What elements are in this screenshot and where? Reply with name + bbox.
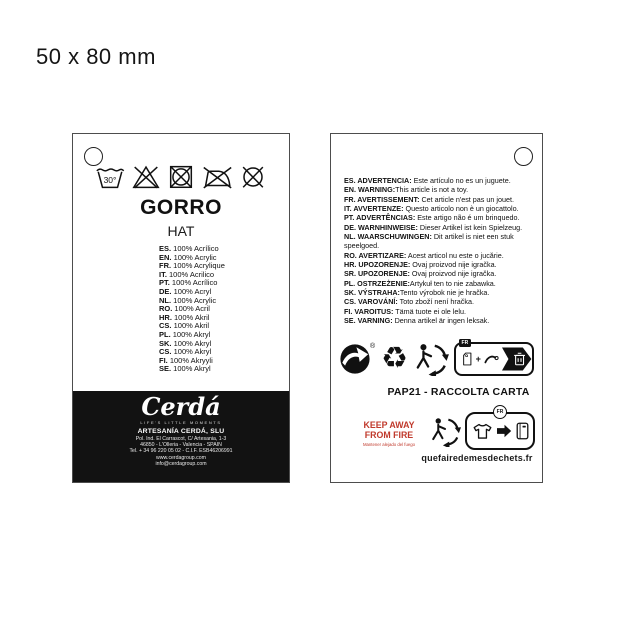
fire-warning — [351, 420, 427, 447]
composition-line: HR. 100% Akril — [159, 312, 210, 322]
do-not-tumble-dry-icon — [166, 163, 196, 190]
warning-line: HR. UPOZORENJE: Ovaj proizvod nije igračka. — [344, 260, 497, 270]
product-name-translation: HAT — [167, 223, 195, 239]
product-name: GORRO — [140, 196, 222, 219]
care-symbols-row — [73, 163, 289, 190]
triman-icon — [429, 416, 461, 447]
warning-line: ES. ADVERTENCIA: Este artículo no es un juguete. — [344, 176, 511, 185]
warning-line: SK. VÝSTRAHA:Tento výrobok nie je hračka. — [344, 288, 490, 298]
address-line: info@cerdagroup.com — [155, 460, 207, 467]
fire-warning-subtext: Mantener alejado del fuego — [362, 441, 416, 447]
address-line: 46850 - L'Olleria - Valencia - SPAIN — [140, 442, 222, 449]
composition-line: SK. 100% Akryl — [159, 338, 212, 348]
brand-tagline: LIFE'S LITTLE MOMENTS — [140, 420, 222, 425]
address-line: Pol. Ind. El Carrascot, C/ Artesania, 1-3 — [135, 436, 227, 442]
composition-line: RO. 100% Acril — [159, 304, 210, 314]
warning-line: FR. AVERTISSEMENT: Cet article n'est pas un jouet. — [344, 194, 514, 204]
company-name: ARTESANÍA CERDÁ, SLU — [137, 428, 225, 435]
composition-line: NL. 100% Acrylic — [159, 295, 217, 305]
warning-line: SR. UPOZORENJE: Ovaj proizvod nije igračka. — [344, 269, 497, 279]
brand-footer — [73, 391, 289, 482]
recycling-icons-row — [331, 339, 542, 376]
warning-line: CS. VAROVÁNÍ: Toto zboží není hračka. — [344, 297, 474, 307]
warning-line: RO. AVERTIZARE: Acest articol nu este o jucărie. — [344, 250, 504, 260]
front-tag — [72, 133, 290, 483]
composition-line: EN. 100% Acrylic — [159, 252, 217, 262]
cord-icon — [484, 351, 499, 367]
plus-sign: + — [475, 354, 481, 364]
cerda-logo: Cerdá — [141, 392, 221, 421]
warning-line: PT. ADVERTÊNCIAS: Este artigo não é um brinquedo. — [344, 213, 520, 223]
composition-line: PL. 100% Akryl — [159, 329, 211, 339]
do-not-dry-clean-icon — [238, 163, 268, 190]
svg-text:30°: 30° — [103, 175, 117, 186]
composition-line: SE. 100% Akryl — [159, 364, 211, 374]
composition-list — [159, 245, 225, 374]
back-tag — [330, 133, 543, 483]
warning-line: DE. WARNHINWEISE: Dieser Artikel ist kein Spielzeug. — [344, 222, 523, 232]
warning-line: EN. WARNING:This article is not a toy. — [344, 185, 469, 195]
do-not-iron-icon — [200, 163, 234, 190]
fire-warning-line2: FROM FIRE — [364, 430, 414, 440]
recycle-mobius-icon: ♻ — [381, 341, 409, 376]
fire-warning-line1: KEEP AWAY — [363, 420, 415, 430]
tshirt-icon — [472, 422, 493, 441]
composition-line: CS. 100% Akril — [159, 321, 210, 331]
waste-info-website: quefairedemesdechets.fr — [421, 453, 533, 463]
fr-tab-badge: FR — [459, 339, 471, 347]
composition-line: FR. 100% Acrylique — [159, 261, 225, 271]
warning-line: IT. AVVERTENZE: Questo articolo non è un giocattolo. — [344, 204, 519, 214]
composition-line: IT. 100% Acrilico — [159, 269, 215, 279]
arrow-right-icon — [497, 424, 512, 438]
hang-tag-icon — [462, 349, 473, 369]
composition-line: PT. 100% Acrílico — [159, 278, 218, 288]
do-not-bleach-icon — [130, 163, 162, 190]
warning-line: FI. VAROITUS: Tämä tuote ei ole lelu. — [344, 306, 466, 316]
address-line: www.cerdagroup.com — [156, 454, 206, 461]
punch-hole — [514, 147, 533, 166]
address-line: Tel. + 34 96 220 05 02 - C.I.F. ESB46206991 — [129, 448, 233, 455]
warning-line: PL. OSTRZEŻENIE:Artykuł ten to nie zabawka. — [344, 278, 496, 288]
warning-line: SE. VARNING: Denna artikel är ingen leksak. — [344, 316, 490, 326]
composition-line: DE. 100% Acryl — [159, 286, 212, 296]
size-label: 50 x 80 mm — [36, 44, 156, 69]
composition-line: CS. 100% Akryl — [159, 347, 212, 357]
fr-circle-badge: FR — [493, 405, 507, 419]
paper-bin-arrow-icon — [502, 344, 532, 374]
warning-line: NL. WAARSCHUWINGEN: Dit artikel is niet een stuk speelgoed. — [344, 232, 514, 251]
registered-mark: ® — [369, 343, 376, 350]
textile-sorting-row — [429, 409, 535, 450]
sorting-info-box — [454, 339, 534, 376]
warnings-list — [344, 176, 535, 326]
triman-icon — [413, 342, 449, 376]
green-dot-icon — [339, 343, 376, 375]
wash-30-icon — [94, 163, 126, 190]
company-address — [73, 436, 289, 467]
collection-container-icon — [516, 421, 529, 441]
textile-sorting-box — [465, 409, 535, 450]
composition-line: FI. 100% Akryyli — [159, 355, 213, 365]
pap21-label: PAP21 - RACCOLTA CARTA — [387, 386, 530, 398]
composition-line: ES. 100% Acrílico — [159, 244, 219, 253]
